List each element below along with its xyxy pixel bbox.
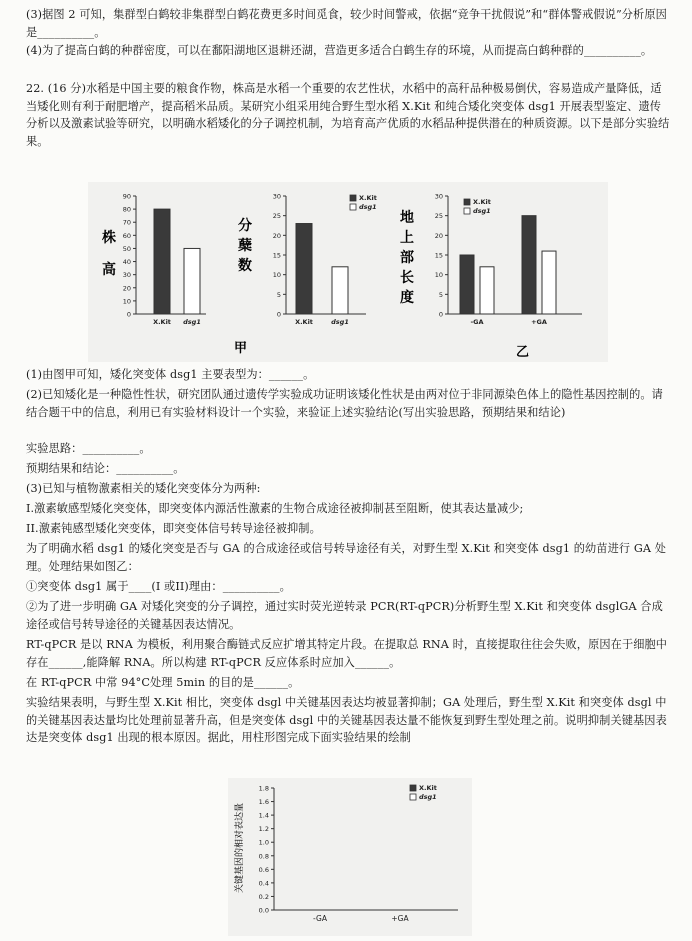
chart2-ylabel-3: 数	[238, 258, 252, 274]
chart1-tick-label: 90	[122, 192, 131, 201]
chart1-bar	[184, 248, 200, 314]
subq-3-intro: (3)已知与植物激素相关的矮化突变体分为两种:	[26, 482, 261, 495]
question-4-text: (4)为了提高白鹤的种群密度，可以在鄱阳湖地区退耕还湖，营造更多适合白鹤生存的环境，从而提高白鹤种群的__________。	[26, 44, 653, 57]
chart1-tick-label: 20	[122, 284, 131, 293]
chart2-tick-label: 10	[272, 271, 281, 280]
subq-3-item-2: ②为了进一步明确 GA 对矮化突变的分子调控，通过实时荧光逆转录 PCR(RT-qPCR)分析野生型 X.Kit 和突变体 dsglGA 合成途径或信号转导途径的关键基因表达情况。	[26, 600, 663, 631]
chart1-category-label: dsg1	[183, 318, 201, 326]
chart4-tick-label: 0.2	[258, 892, 269, 901]
chart4-tick-label: 1.6	[258, 798, 269, 807]
figure-expression	[228, 778, 472, 936]
chart3-bar	[480, 267, 494, 314]
chart2-tick-label: 25	[272, 212, 281, 221]
question-3-text: (3)据图 2 可知，集群型白鹤较非集群型白鹤花费更多时间觅食，较少时间警戒，依据“竞争干扰假说”和“群体警戒假说”分析原因是__________。	[26, 8, 667, 39]
chart4-tick-label: 1.0	[258, 838, 269, 847]
chart2-tick-label: 0	[276, 310, 281, 319]
chart1-tick-label: 0	[126, 310, 131, 319]
chart3-tick-label: 0	[438, 310, 443, 319]
subq-2-idea: 实验思路：__________。	[26, 442, 151, 455]
chart4-tick-label: 0.6	[258, 865, 269, 874]
chart2-category-label: dsg1	[331, 318, 349, 326]
subq-3-item-1: ①突变体 dsg1 属于____(I 或II)理由：__________。	[26, 580, 291, 593]
chart2-tick-label: 15	[272, 251, 281, 260]
chart4-legend-swatch	[410, 794, 416, 800]
subq-3-type-i: I.激素敏感型矮化突变体，即突变体内源活性激素的生物合成途径被抑制甚至阻断，使其表达量减少;	[26, 502, 524, 515]
chart1-tick-label: 30	[122, 271, 131, 280]
chart2-legend-label: X.Kit	[359, 194, 377, 202]
chart4-category-label: +GA	[391, 914, 409, 923]
chart4-tick-label: 0.0	[258, 906, 269, 915]
chart3-tick-label: 25	[434, 212, 443, 221]
chart3-bar	[522, 216, 536, 314]
chart3-ylabel-3: 部	[400, 250, 414, 266]
chart4-legend-swatch	[410, 785, 416, 791]
chart1-tick-label: 40	[122, 258, 131, 267]
subq-2-expected: 预期结果和结论：__________。	[26, 462, 185, 475]
chart4-legend-label: X.Kit	[419, 784, 437, 792]
chart1-bar	[154, 209, 170, 314]
chart2-legend-label: dsg1	[359, 203, 377, 211]
chart2-tick-label: 5	[276, 290, 281, 299]
subq-3-ga-treatment: 为了明确水稻 dsg1 的矮化突变是否与 GA 的合成途径或信号转导途径有关，对野生型 X.Kit 和突变体 dsg1 的幼苗进行 GA 处理。处理结果如图乙：	[26, 542, 666, 573]
chart3-tick-label: 30	[434, 192, 443, 201]
chart3-tick-label: 10	[434, 271, 443, 280]
subq-2-text: (2)已知矮化是一种隐性性状，研究团队通过遗传学实验成功证明该矮化性状是由两对位于非同源染色体上的隐性基因控制的。请结合题干中的信息，利用已有实验材料设计一个实验，来验证上述实验结论(写出实验思路，预期结果和结论)	[26, 388, 663, 419]
chart1-ylabel-1: 株	[102, 230, 116, 246]
chart4-category-label: -GA	[313, 914, 327, 923]
chart1-tick-label: 10	[122, 297, 131, 306]
chart3-tick-label: 15	[434, 251, 443, 260]
chart3-legend-swatch	[464, 208, 470, 214]
chart3-bar	[542, 251, 556, 314]
chart2-ylabel-2: 蘖	[238, 238, 252, 254]
chart3-category-label: +GA	[531, 318, 547, 326]
chart2-bar	[296, 224, 312, 314]
question-22-stem: 22. (16 分)水稻是中国主要的粮食作物，株高是水稻一个重要的农艺性状，水稻中的高秆品种极易倒伏，容易造成产量降低，适当矮化则有利于耐肥增产，提高稻米品质。某研究小组采用纯合野生型水稻 X.Kit 和纯合矮化突变体 dsg1 开展表型鉴定、遗传分析以及激素试验等研究，以明确水稻矮化的分子调控机制，为培育高产优质的水稻品种提供潜在的种质资源。以下是部分实验结果。	[26, 82, 670, 148]
chart3-legend-swatch	[464, 199, 470, 205]
figure-jia-label: 甲	[234, 341, 248, 356]
chart3-tick-label: 20	[434, 231, 443, 240]
chart3-ylabel-1: 地	[400, 210, 414, 226]
chart4-legend-label: dsg1	[419, 793, 437, 801]
chart3-ylabel-4: 长	[400, 270, 414, 286]
figure-jia-yi	[88, 182, 608, 362]
chart3-ylabel-2: 上	[400, 230, 414, 246]
chart3-legend-label: X.Kit	[473, 198, 491, 206]
subq-3-type-ii: II.激素钝感型矮化突变体，即突变体信号转导途径被抑制。	[26, 522, 321, 535]
chart2-legend-swatch	[350, 195, 356, 201]
chart2-tick-label: 30	[272, 192, 281, 201]
chart3-tick-label: 5	[438, 290, 443, 299]
chart4-ylabel: 关键基因的相对表达量	[235, 802, 245, 894]
chart4-tick-label: 1.2	[258, 825, 269, 834]
chart4-tick-label: 0.4	[258, 879, 269, 888]
chart2-tick-label: 20	[272, 231, 281, 240]
chart1-tick-label: 60	[122, 231, 131, 240]
rt-qpcr-94c-text: 在 RT-qPCR 中常 94°C处理 5min 的目的是______。	[26, 676, 300, 689]
chart4-tick-label: 1.4	[258, 811, 269, 820]
chart2-ylabel-1: 分	[238, 218, 252, 234]
chart1-tick-label: 80	[122, 205, 131, 214]
chart2-category-label: X.Kit	[295, 318, 313, 326]
chart1-tick-label: 50	[122, 244, 131, 253]
subq-1-text: (1)由图甲可知，矮化突变体 dsg1 主要表型为：______。	[26, 368, 315, 381]
chart3-category-label: -GA	[470, 318, 484, 326]
figure-yi-label: 乙	[516, 345, 530, 360]
chart2-bar	[332, 267, 348, 314]
rt-qpcr-text: RT-qPCR 是以 RNA 为模板，利用聚合酶链式反应扩增其特定片段。在提取总 RNA 时，直接提取往往会失败，原因在于细胞中存在______,能降解 RNA。所以构建 RT-qPCR 反应体系时应加入______。	[26, 638, 668, 669]
chart3-ylabel-5: 度	[400, 290, 414, 306]
chart1-ylabel-2: 高	[102, 262, 116, 278]
chart1-category-label: X.Kit	[153, 318, 171, 326]
results-text: 实验结果表明，与野生型 X.Kit 相比，突变体 dsgl 中关键基因表达均被显著抑制；GA 处理后，野生型 X.Kit 和突变体 dsgl 中的关键基因表达量均比处理前显著升高，但是突变体 dsgl 中的关键基因表达量不能恢复到野生型处理之前。说明抑制关键基因表达是突变体 dsg1 出现的根本原因。据此，用柱形图完成下面实验结果的绘制	[26, 696, 667, 745]
chart4-tick-label: 0.8	[258, 852, 269, 861]
chart2-legend-swatch	[350, 204, 356, 210]
chart3-legend-label: dsg1	[473, 207, 491, 215]
chart4-tick-label: 1.8	[258, 784, 269, 793]
chart3-bar	[460, 255, 474, 314]
chart1-tick-label: 70	[122, 218, 131, 227]
